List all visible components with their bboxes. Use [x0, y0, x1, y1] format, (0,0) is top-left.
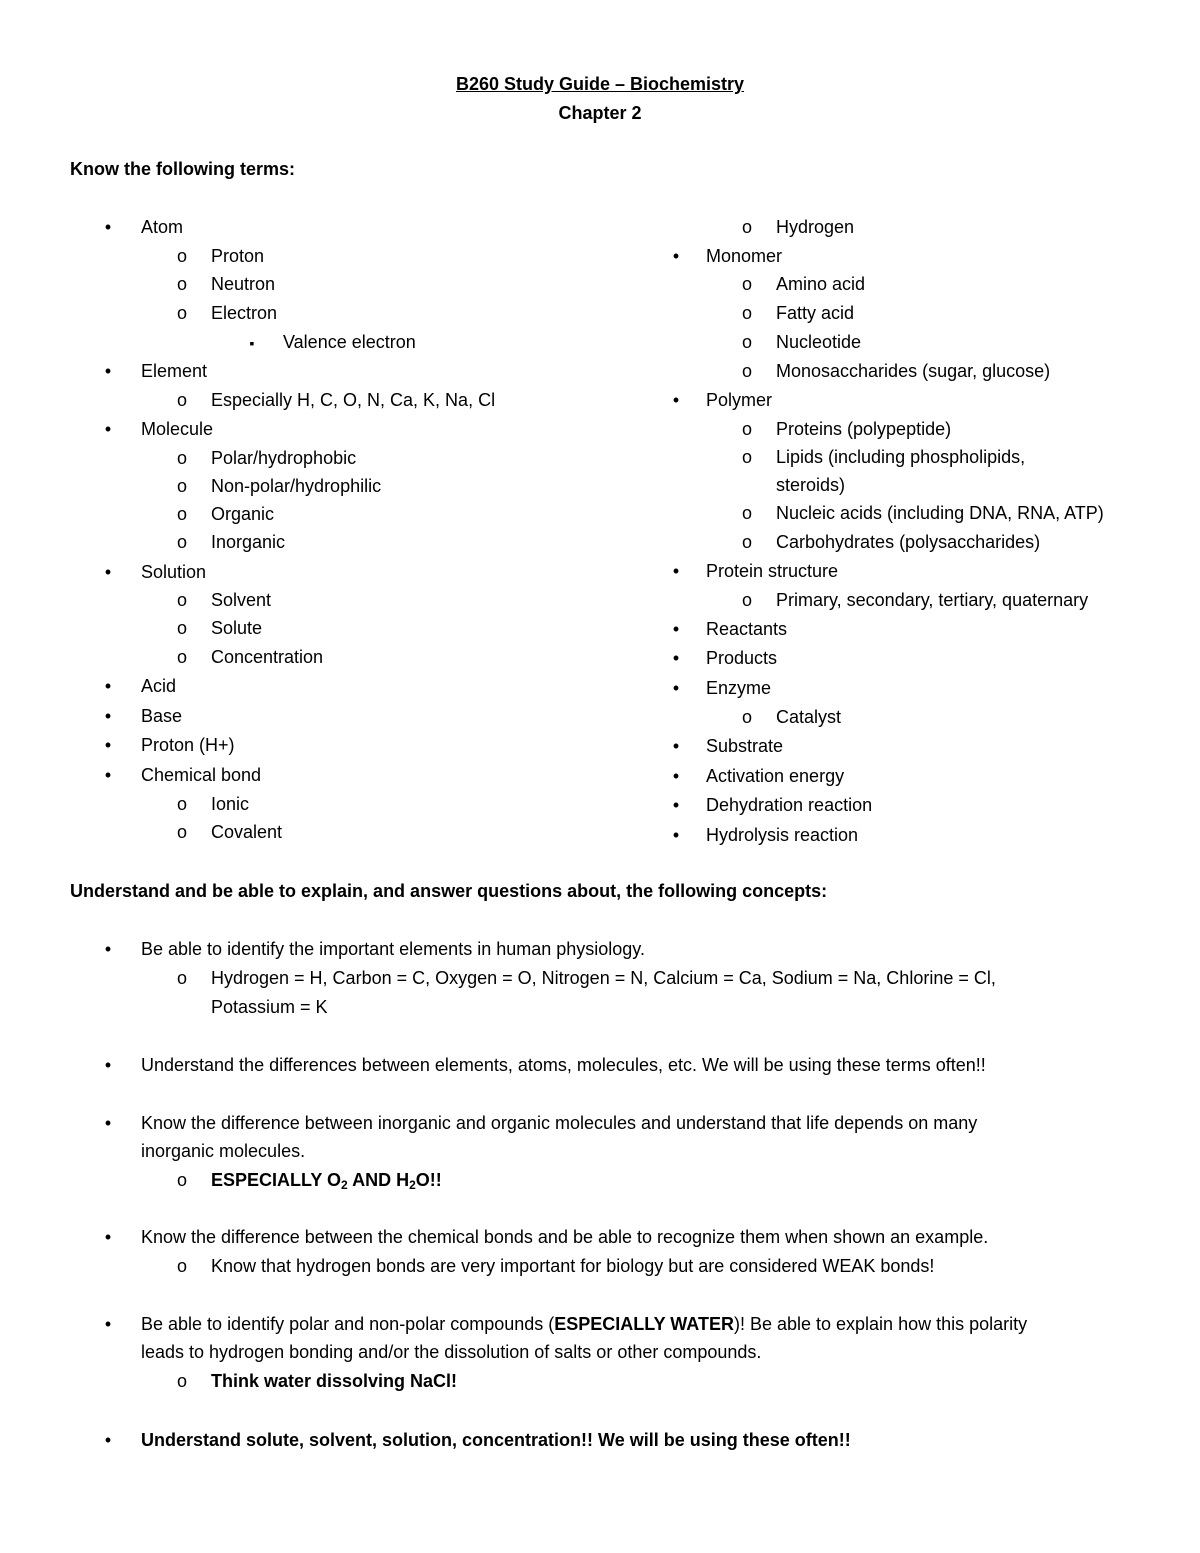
term-item: Base [141, 706, 183, 726]
term-item: Monomer [706, 246, 783, 266]
term-item: Reactants [706, 619, 788, 639]
term-item: Atom [141, 217, 184, 237]
concept-item-continuation: leads to hydrogen bonding and/or the dissolution of salts or other compounds. [141, 1342, 762, 1362]
term-item: Element [141, 361, 208, 381]
bullet-circle [172, 589, 192, 611]
bullet-circle [172, 389, 192, 411]
chapter-label: Chapter 2 [558, 103, 642, 123]
bullet-dot [666, 618, 686, 640]
term-item: Polymer [706, 390, 773, 410]
term-item: Hydrolysis reaction [706, 825, 859, 845]
bullet-dot [666, 824, 686, 846]
term-subitem: Nucleic acids (including DNA, RNA, ATP) [776, 503, 1104, 523]
term-subitem: Polar/hydrophobic [211, 448, 357, 468]
bullet-dot [98, 1054, 118, 1076]
concept-subitem: Hydrogen = H, Carbon = C, Oxygen = O, Nitrogen = N, Calcium = Ca, Sodium = Na, Chlorine = Cl, [211, 968, 996, 988]
bullet-circle [172, 475, 192, 497]
bullet-circle [172, 447, 192, 469]
term-item: Acid [141, 676, 177, 696]
concept-item: Know the difference between the chemical bonds and be able to recognize them when shown an example. [141, 1227, 989, 1247]
bullet-dot [666, 245, 686, 267]
term-subitem: Especially H, C, O, N, Ca, K, Na, Cl [211, 390, 496, 410]
bullet-dot [98, 1313, 118, 1335]
term-subitem: Solvent [211, 590, 272, 610]
concept-subitem-continuation: Potassium = K [211, 997, 328, 1017]
term-subitem: Catalyst [776, 707, 842, 727]
bullet-dot [666, 735, 686, 757]
concept-subitem-emphasis: ESPECIALLY $O_2$ AND $H_2O$!! [211, 1170, 442, 1192]
term-subitem: Neutron [211, 274, 276, 294]
bullet-circle [172, 302, 192, 324]
bullet-circle [737, 331, 757, 353]
bullet-circle [737, 502, 757, 524]
term-subitem-continuation: steroids) [776, 475, 846, 495]
bullet-square [242, 331, 262, 354]
concept-subitem: Know that hydrogen bonds are very important for biology but are considered WEAK bonds! [211, 1256, 935, 1276]
term-subitem: Fatty acid [776, 303, 855, 323]
bullet-dot [666, 677, 686, 699]
term-subsubitem: Valence electron [283, 332, 416, 352]
terms-heading: Know the following terms: [70, 159, 295, 179]
bullet-circle [172, 503, 192, 525]
bullet-dot [98, 938, 118, 960]
bullet-circle [172, 617, 192, 639]
bullet-dot [98, 675, 118, 697]
bullet-dot [98, 1112, 118, 1134]
bullet-circle [737, 273, 757, 295]
term-subitem: Carbohydrates (polysaccharides) [776, 532, 1041, 552]
term-item: Enzyme [706, 678, 772, 698]
bullet-circle [172, 273, 192, 295]
term-item: Chemical bond [141, 765, 262, 785]
bullet-circle [737, 418, 757, 440]
bullet-circle [172, 821, 192, 843]
term-item: Molecule [141, 419, 214, 439]
bullet-circle [737, 360, 757, 382]
bullet-circle [172, 1370, 192, 1392]
bullet-dot [98, 705, 118, 727]
concept-item-continuation: inorganic molecules. [141, 1141, 306, 1161]
bullet-circle [737, 589, 757, 611]
bullet-circle [172, 793, 192, 815]
bullet-circle [172, 1255, 192, 1277]
concept-subitem-emphasis: Think water dissolving NaCl! [211, 1371, 458, 1391]
bullet-dot [98, 360, 118, 382]
term-item: Substrate [706, 736, 784, 756]
bullet-dot [666, 794, 686, 816]
term-subitem: Inorganic [211, 532, 286, 552]
bullet-dot [98, 418, 118, 440]
bullet-dot [98, 734, 118, 756]
term-item: Products [706, 648, 778, 668]
bullet-circle [172, 1169, 192, 1191]
bullet-dot [98, 561, 118, 583]
term-subitem: Ionic [211, 794, 250, 814]
term-subitem: Nucleotide [776, 332, 862, 352]
term-item: Protein structure [706, 561, 839, 581]
term-subitem: Hydrogen [776, 217, 855, 237]
term-subitem: Amino acid [776, 274, 866, 294]
concept-item-emphasis: Understand solute, solvent, solution, concentration!! We will be using these often!! [141, 1430, 851, 1450]
bullet-circle [737, 446, 757, 468]
term-item: Proton (H+) [141, 735, 235, 755]
term-subitem: Monosaccharides (sugar, glucose) [776, 361, 1051, 381]
bullet-circle [172, 245, 192, 267]
term-subitem: Covalent [211, 822, 283, 842]
term-subitem: Non-polar/hydrophilic [211, 476, 382, 496]
bullet-circle [737, 216, 757, 238]
bullet-dot [666, 560, 686, 582]
term-item: Dehydration reaction [706, 795, 873, 815]
concept-item: Be able to identify polar and non-polar compounds (ESPECIALLY WATER)! Be able to explain how this polarity [141, 1314, 1028, 1334]
bullet-dot [666, 765, 686, 787]
concept-item: Understand the differences between elements, atoms, molecules, etc. We will be using these terms often!! [141, 1055, 986, 1075]
term-subitem: Primary, secondary, tertiary, quaternary [776, 590, 1089, 610]
bullet-dot [666, 647, 686, 669]
concepts-heading: Understand and be able to explain, and answer questions about, the following concepts: [70, 881, 828, 901]
bullet-circle [172, 646, 192, 668]
term-subitem: Proteins (polypeptide) [776, 419, 952, 439]
concept-item: Be able to identify the important elements in human physiology. [141, 939, 645, 959]
document-title: B260 Study Guide – Biochemistry [455, 74, 745, 94]
bullet-circle [737, 302, 757, 324]
bullet-dot [98, 1429, 118, 1451]
bullet-dot [98, 216, 118, 238]
term-subitem: Organic [211, 504, 275, 524]
bullet-circle [737, 531, 757, 553]
term-item: Activation energy [706, 766, 845, 786]
term-subitem: Proton [211, 246, 265, 266]
term-subitem: Electron [211, 303, 278, 323]
term-item: Solution [141, 562, 207, 582]
term-subitem: Lipids (including phospholipids, [776, 447, 1026, 467]
bullet-circle [737, 706, 757, 728]
bullet-circle [172, 531, 192, 553]
bullet-dot [98, 764, 118, 786]
term-subitem: Concentration [211, 647, 324, 667]
bullet-circle [172, 967, 192, 989]
bullet-dot [666, 389, 686, 411]
term-subitem: Solute [211, 618, 263, 638]
concept-item: Know the difference between inorganic and organic molecules and understand that life depends on many [141, 1113, 978, 1133]
bullet-dot [98, 1226, 118, 1248]
